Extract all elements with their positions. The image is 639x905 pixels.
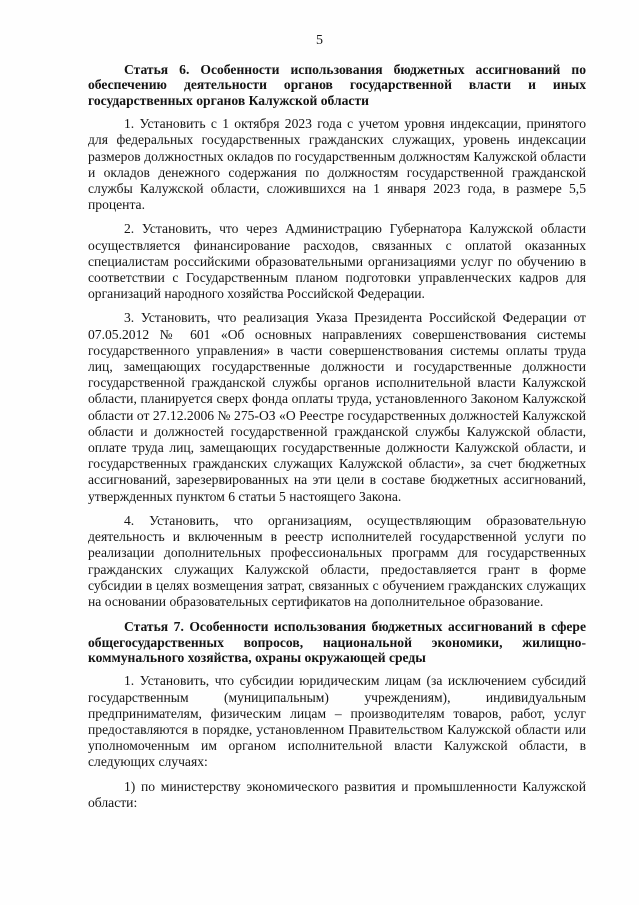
document-body	[88, 62, 586, 811]
article-6-paragraph-3: 3. Установить, что реализация Указа Президента Российской Федерации от 07.05.2012 № 601 «Об основных направлениях совершенствования системы государственного управления» в части совершенствования системы оплаты труда лиц, замещающих государственные должности и государственные должности государственной гражданской службы органов исполнительной власти Калужской области, планируется сверх фонда оплаты труда, установленного Законом Калужской области от 27.12.2006 № 275-ОЗ «О Реестре государственных должностей Калужской области и должностей государственной гражданской службы Калужской области, оплате труда лиц, замещающих государственные должности Калужской области, и государственных гражданских служащих Калужской области», за счет бюджетных ассигнований, зарезервированных на эти цели в составе бюджетных ассигнований, утвержденных пунктом 6 статьи 5 настоящего Закона.	[88, 310, 586, 504]
article-7-paragraph-1: 1. Установить, что субсидии юридическим лицам (за исключением субсидий государственным (муниципальным) учреждениям), индивидуальным предпринимателям, физическим лицам – производителям товаров, работ, услуг предоставляются в порядке, установленном Правительством Калужской области или уполномоченным им органом исполнительной власти Калужской области, в следующих случаях:	[88, 673, 586, 770]
article-6-paragraph-2: 2. Установить, что через Администрацию Губернатора Калужской области осуществляется финансирование расходов, связанных с оплатой оказанных специалистам российскими образовательными организациями услуг по обучению в соответствии с Государственным планом подготовки управленческих кадров для организаций народного хозяйства Российской Федерации.	[88, 221, 586, 302]
article-7-paragraph-2: 1) по министерству экономического развития и промышленности Калужской области:	[88, 778, 586, 810]
article-7-heading: Статья 7. Особенности использования бюджетных ассигнований в сфере общегосударственных вопросов, национальной экономики, жилищно-коммунального хозяйства, охраны окружающей среды	[88, 619, 586, 665]
article-6-paragraph-1: 1. Установить с 1 октября 2023 года с учетом уровня индексации, принятого для федеральных государственных гражданских служащих, уровень индексации размеров должностных окладов по государственным должностям Калужской области и окладов денежного содержания по должностям государственной гражданской службы Калужской области, сложившихся на 1 января 2023 года, в размере 5,5 процента.	[88, 116, 586, 213]
article-6-heading: Статья 6. Особенности использования бюджетных ассигнований по обеспечению деятельности органов государственной власти и иных государственных органов Калужской области	[88, 62, 586, 108]
page-number: 5	[316, 33, 323, 48]
article-6-paragraph-4: 4. Установить, что организациям, осуществляющим образовательную деятельность и включенным в реестр исполнителей государственной услуги по реализации дополнительных профессиональных программ для государственных гражданских служащих Калужской области, предоставляется грант в форме субсидии в целях возмещения затрат, связанных с обучением гражданских служащих на основании образовательных сертификатов на дополнительное образование.	[88, 512, 586, 609]
